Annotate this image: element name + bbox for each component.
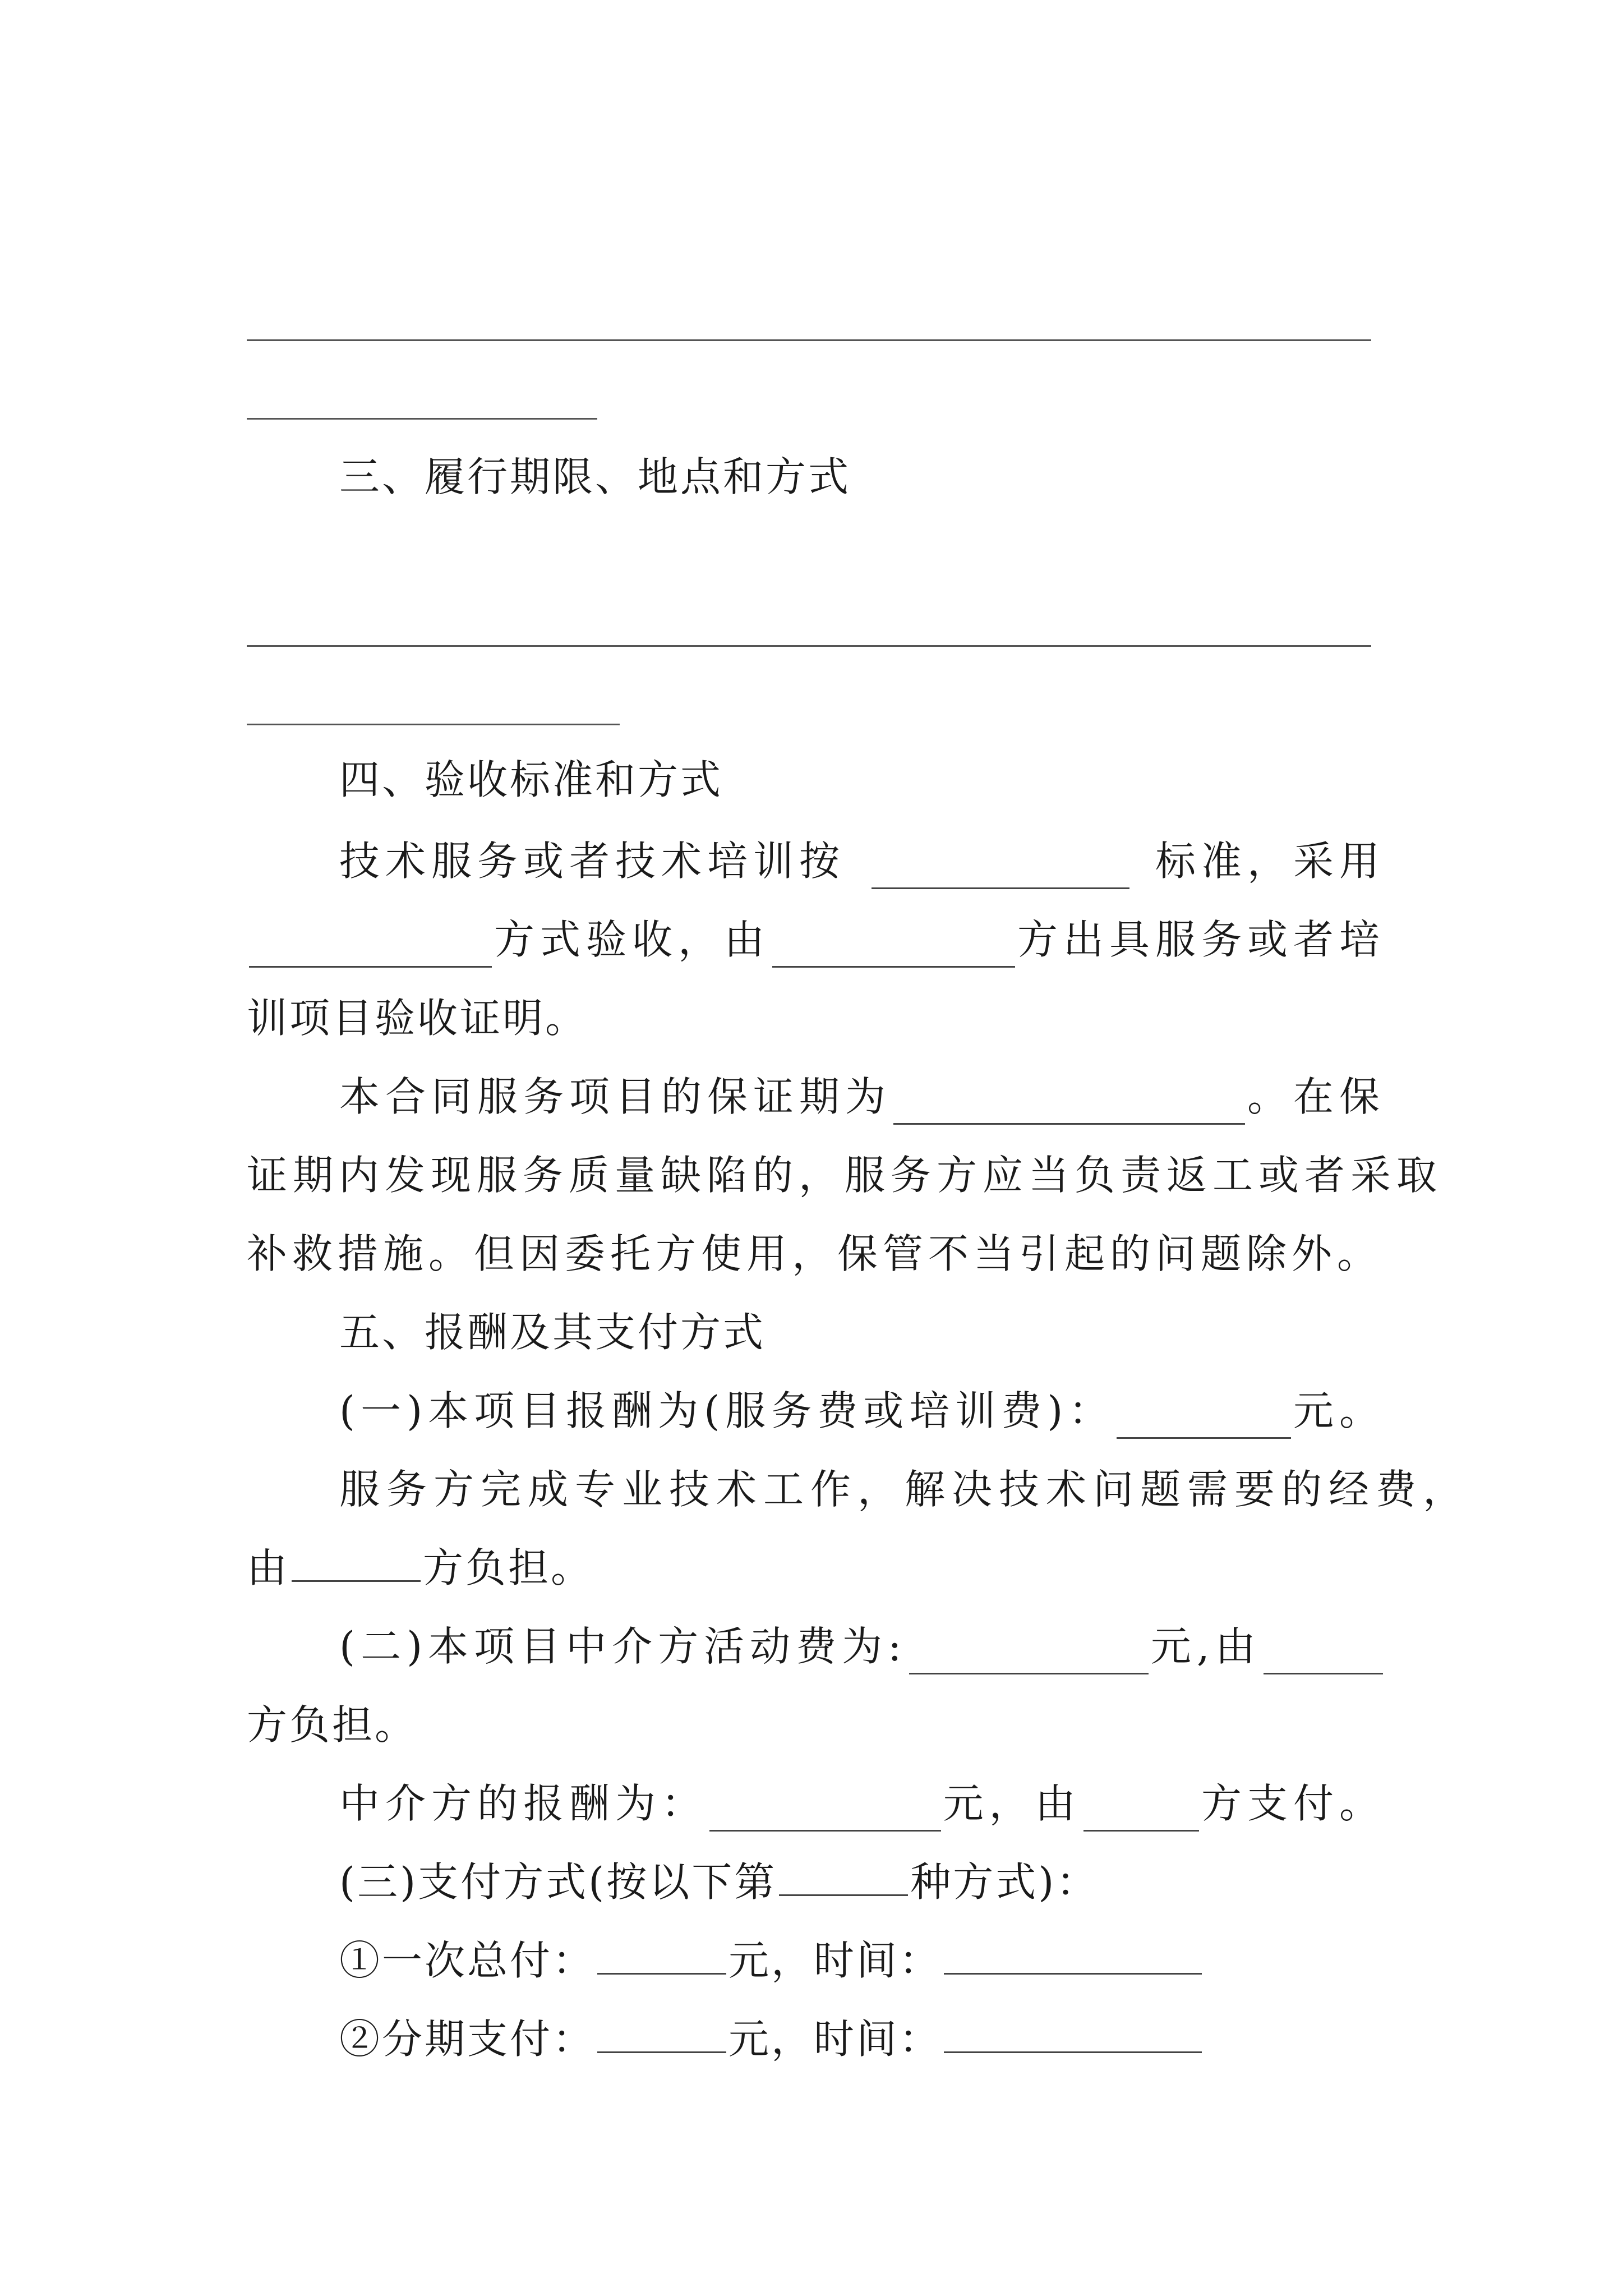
section-heading: 四、验收标准和方式 xyxy=(339,756,723,803)
text-segment: ②分期支付： xyxy=(339,2016,596,2063)
fill-blank xyxy=(779,1854,908,1896)
fill-blank xyxy=(249,926,492,968)
text-segment: 元，时间： xyxy=(728,2016,942,2063)
text-segment: 本合同服务项目的保证期为 xyxy=(339,1073,892,1120)
text-segment: 。在保 xyxy=(1247,1073,1385,1120)
section-heading: 三、履行期限、地点和方式 xyxy=(339,453,851,500)
fill-blank xyxy=(709,1789,941,1832)
paragraph-line xyxy=(339,2011,1204,2067)
fill-blank xyxy=(597,1932,726,1975)
fill-blank xyxy=(1264,1632,1383,1674)
text-segment: (二)本项目中介方活动费为: xyxy=(339,1623,907,1670)
fill-blank xyxy=(292,1540,421,1582)
text-segment: 方支付。 xyxy=(1201,1780,1385,1827)
text-segment: (一)本项目报酬为(服务费或培训费)： xyxy=(339,1387,1115,1434)
fill-blank xyxy=(872,847,1129,889)
paragraph-line: 方负担。 xyxy=(247,1701,418,1749)
fill-rule xyxy=(247,645,1371,647)
text-segment: 证期内发现服务质量缺陷的，服务方应当负责返工或者采取 xyxy=(247,1152,1443,1199)
paragraph-line xyxy=(339,1775,1385,1832)
text-segment: 方式验收，由 xyxy=(494,916,770,963)
paragraph-line xyxy=(339,1854,1099,1910)
section-heading: 五、报酬及其支付方式 xyxy=(339,1309,766,1356)
paragraph-line xyxy=(339,1461,1470,1517)
text-segment: 技术服务或者技术培训按 xyxy=(339,838,846,885)
text-segment: 方负担。 xyxy=(423,1544,594,1591)
paragraph-line xyxy=(339,1932,1204,1989)
fill-blank xyxy=(944,1932,1202,1975)
text-segment: 种方式)： xyxy=(910,1858,1099,1906)
text-segment: 方出具服务或者培 xyxy=(1017,916,1385,963)
paragraph-line xyxy=(339,1069,1385,1125)
fill-blank xyxy=(597,2011,726,2053)
paragraph-line: 训项目验收证明。 xyxy=(247,995,588,1042)
fill-rule xyxy=(247,339,1371,341)
paragraph-line xyxy=(247,1540,593,1596)
paragraph-line xyxy=(339,1383,1385,1439)
paragraph-line xyxy=(247,912,1385,968)
text-segment: 元。 xyxy=(1293,1387,1385,1434)
text-segment: 元，时间： xyxy=(728,1937,942,1984)
fill-rule xyxy=(247,418,597,420)
text-segment: 元,由 xyxy=(1150,1623,1261,1670)
text-segment: 由 xyxy=(247,1544,290,1591)
text-segment: 中介方的报酬为： xyxy=(339,1780,708,1827)
text-segment: ①一次总付： xyxy=(339,1937,596,1984)
fill-blank xyxy=(772,926,1015,968)
fill-blank xyxy=(893,1083,1245,1125)
paragraph-line xyxy=(339,833,1385,889)
paragraph-line xyxy=(339,1618,1385,1674)
text-segment: 标准，采用 xyxy=(1155,838,1385,885)
fill-rule xyxy=(247,724,620,725)
text-segment: 元，由 xyxy=(943,1780,1081,1827)
fill-blank xyxy=(909,1632,1148,1674)
paragraph-line xyxy=(247,1147,1443,1203)
fill-blank xyxy=(1117,1397,1291,1439)
fill-blank xyxy=(944,2011,1202,2053)
fill-blank xyxy=(1083,1789,1199,1832)
text-segment: (三)支付方式(按以下第 xyxy=(339,1858,777,1906)
text-segment: 服务方完成专业技术工作，解决技术问题需要的经费， xyxy=(339,1466,1470,1513)
paragraph-line: 补救措施。但因委托方使用，保管不当引起的问题除外。 xyxy=(247,1230,1383,1277)
